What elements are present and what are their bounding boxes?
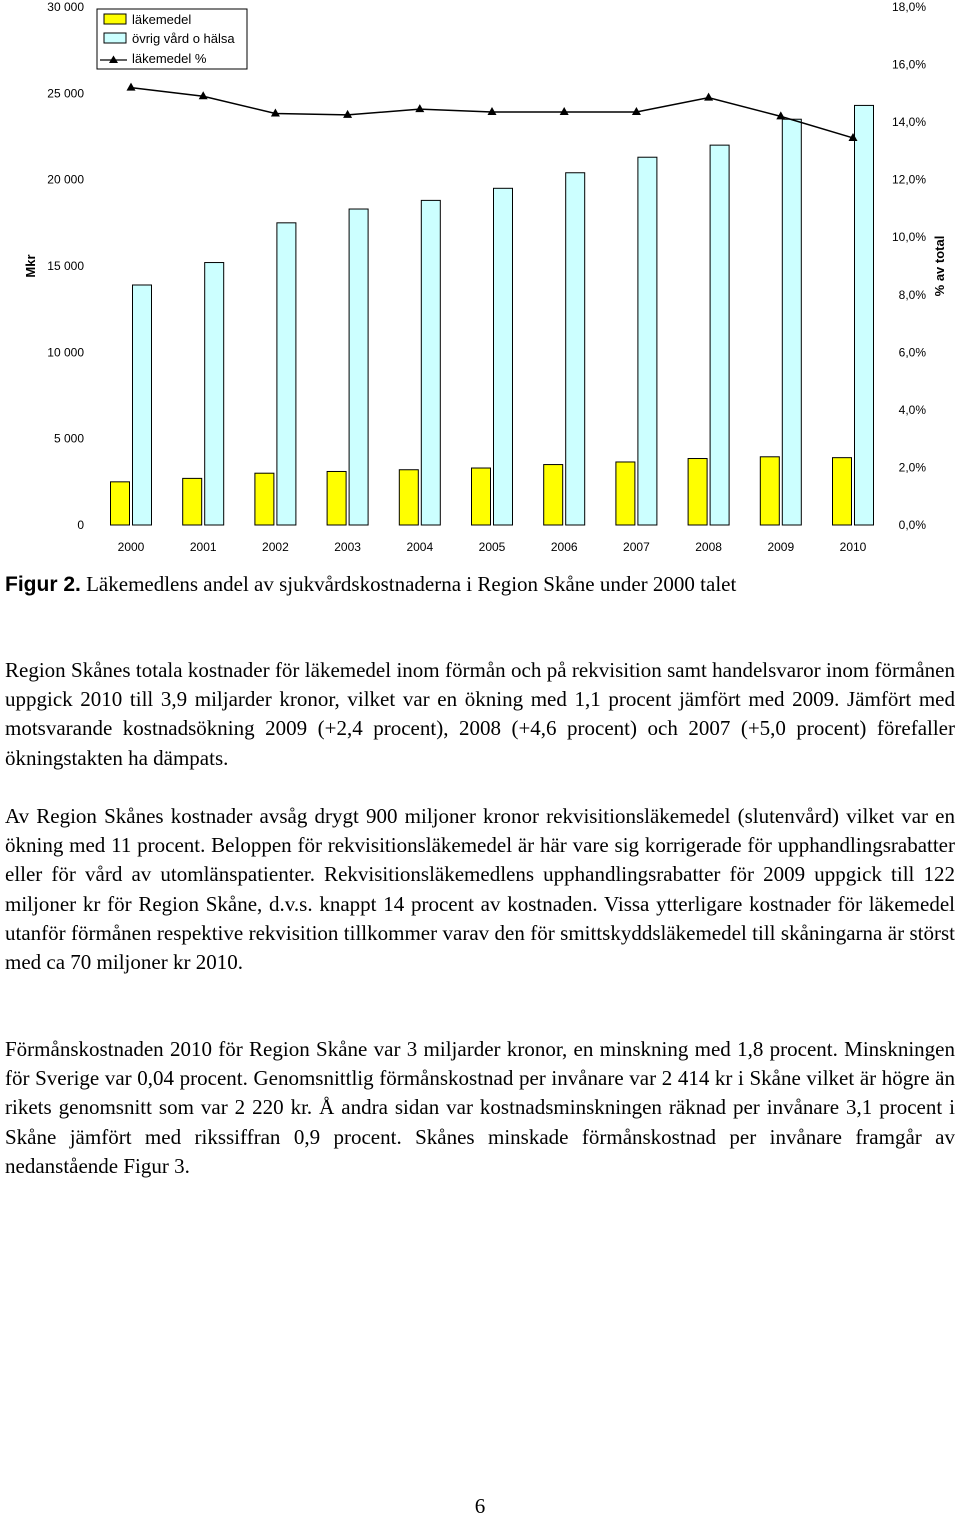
paragraph-3: Förmånskostnaden 2010 för Region Skåne var 3 miljarder kronor, en minskning med 1,8 procent. Minskningen för Sverige var 0,04 procent. Genomsnittlig förmånskostnad per invånare var 2 414 kr i Skåne vilket är högre än rikets genomsnitt som var 2 220 kr. Å andra sidan var kostnadsminskningen räknad per invånare 3,1 procent i Skåne jämfört med rikssiffran 0,9 procent. Skånes minskade förmånskostnad per invånare framgår av nedanstående Figur 3. bbox=[5, 1037, 955, 1178]
bar-lakemedel bbox=[616, 462, 635, 525]
bar-lakemedel bbox=[399, 470, 418, 525]
legend-label-ovrig: övrig vård o hälsa bbox=[132, 31, 235, 46]
x-tick-label: 2009 bbox=[767, 540, 795, 554]
y-tick-label: 20 000 bbox=[47, 172, 84, 187]
y2-tick-label: 6,0% bbox=[898, 345, 926, 360]
bar-ovrig-vard bbox=[494, 188, 513, 525]
legend-label-lakemedel: läkemedel bbox=[132, 12, 192, 27]
x-tick-label: 2008 bbox=[695, 540, 722, 554]
bar-ovrig-vard bbox=[855, 105, 874, 525]
y-tick-label: 10 000 bbox=[47, 345, 84, 360]
bar-ovrig-vard bbox=[782, 119, 801, 525]
y2-tick-label: 12,0% bbox=[891, 172, 926, 187]
x-tick-label: 2007 bbox=[623, 540, 650, 554]
figure-caption bbox=[5, 572, 955, 597]
x-tick-label: 2004 bbox=[406, 540, 434, 554]
x-tick-label: 2010 bbox=[839, 540, 867, 554]
bar-ovrig-vard bbox=[566, 173, 585, 525]
bar-ovrig-vard bbox=[421, 200, 440, 525]
figure-caption-label: Figur 2. bbox=[5, 573, 81, 596]
legend-swatch-ovrig bbox=[104, 33, 126, 43]
y2-tick-label: 16,0% bbox=[891, 57, 926, 72]
y2-tick-label: 4,0% bbox=[898, 402, 926, 417]
bar-ovrig-vard bbox=[710, 145, 729, 525]
left-axis-ticks bbox=[47, 0, 84, 532]
y2-tick-label: 8,0% bbox=[898, 287, 926, 302]
paragraph-1: Region Skånes totala kostnader för läkemedel inom förmån och på rekvisition samt handelsvaror inom förmånen uppgick 2010 till 3,9 miljarder kronor, vilket var en ökning med 1,1 procent jämfört med 2009. Jämfört med motsvarande kostnadsökning 2009 (+2,4 procent), 2008 (+4,6 procent) och 2007 (+5,0 procent) förefaller ökningstakten ha dämpats. bbox=[5, 658, 955, 770]
y-tick-label: 25 000 bbox=[47, 86, 84, 101]
bar-lakemedel bbox=[544, 465, 563, 525]
bar-ovrig-vard bbox=[349, 209, 368, 525]
y2-tick-label: 10,0% bbox=[891, 230, 926, 245]
percent-marker bbox=[415, 104, 424, 112]
y-tick-label: 0 bbox=[77, 518, 84, 532]
bar-lakemedel bbox=[183, 478, 202, 525]
y-tick-label: 5 000 bbox=[53, 431, 84, 446]
legend bbox=[97, 9, 247, 69]
bar-lakemedel bbox=[472, 468, 491, 525]
percent-line-group bbox=[127, 83, 858, 141]
y2-tick-label: 2,0% bbox=[898, 460, 926, 475]
x-tick-label: 2003 bbox=[334, 540, 361, 554]
percent-marker bbox=[127, 83, 136, 91]
bar-lakemedel bbox=[111, 482, 130, 525]
y2-tick-label: 14,0% bbox=[891, 115, 926, 130]
bar-ovrig-vard bbox=[205, 263, 224, 525]
bar-ovrig-vard bbox=[133, 285, 152, 525]
right-axis-ticks bbox=[892, 0, 926, 532]
bar-ovrig-vard bbox=[638, 157, 657, 525]
x-tick-label: 2005 bbox=[478, 540, 506, 554]
bar-lakemedel bbox=[688, 459, 707, 525]
bar-lakemedel bbox=[255, 473, 274, 525]
percent-marker bbox=[488, 107, 497, 115]
bar-lakemedel bbox=[327, 471, 346, 525]
paragraph-2: Av Region Skånes kostnader avsåg drygt 900 miljoner kronor rekvisitionsläkemedel (slutenvård) vilket var en ökning med 11 procent. Beloppen för rekvisitionsläkemedel är här vare sig korrigerade för upphandlingsrabatter eller för vård av utomlänspatienter. Rekvisitionsläkemedlens upphandlingsrabatter för 2009 uppgick till 122 miljoner kr för Region Skåne, d.v.s. knappt 14 procent av kostnaden. Vissa ytterligare kostnader för läkemedel utanför förmånen respektive rekvisition tillkommer varav den för smittskyddsläkemedel till skåningarna är störst med ca 70 miljoner kr 2010. bbox=[5, 804, 955, 975]
figure-caption-text: Läkemedlens andel av sjukvårdskostnaderna i Region Skåne under 2000 talet bbox=[80, 572, 737, 596]
legend-label-percent: läkemedel % bbox=[132, 51, 207, 66]
y2-tick-label: 18,0% bbox=[891, 0, 926, 14]
x-tick-label: 2006 bbox=[550, 540, 578, 554]
percent-marker bbox=[560, 107, 569, 115]
percent-marker bbox=[704, 93, 713, 101]
right-axis-label: % av total bbox=[932, 235, 947, 297]
legend-swatch-lakemedel bbox=[104, 14, 126, 24]
cost-chart bbox=[0, 0, 960, 565]
left-axis-label: Mkr bbox=[23, 254, 38, 278]
bars-group bbox=[111, 105, 874, 525]
bar-lakemedel bbox=[833, 458, 852, 525]
x-tick-label: 2000 bbox=[117, 540, 145, 554]
y2-tick-label: 0,0% bbox=[898, 518, 926, 532]
x-axis-ticks bbox=[118, 540, 867, 554]
y-tick-label: 15 000 bbox=[47, 259, 84, 273]
bar-ovrig-vard bbox=[277, 223, 296, 525]
bar-lakemedel bbox=[760, 457, 779, 525]
y-tick-label: 30 000 bbox=[47, 0, 84, 14]
x-tick-label: 2001 bbox=[189, 540, 217, 554]
x-tick-label: 2002 bbox=[262, 540, 289, 554]
page-number: 6 bbox=[474, 1494, 486, 1518]
